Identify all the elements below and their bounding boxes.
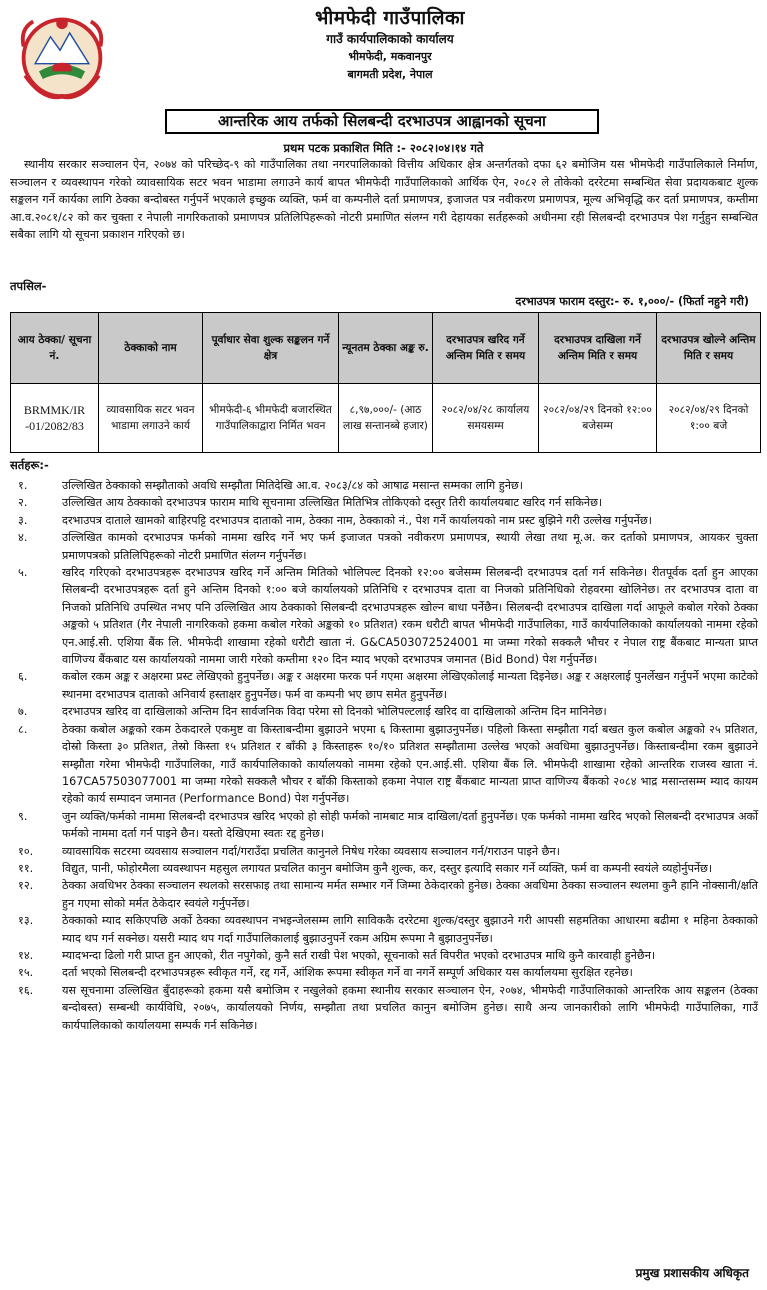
cell-contract-name: व्यावसायिक सटर भवन भाडामा लगाउने कार्य xyxy=(99,384,203,453)
cell-submission-deadline: २०८२/०४/२९ दिनको १२:०० बजेसम्म xyxy=(539,384,657,453)
term-number: ९. xyxy=(18,809,28,823)
terms-list xyxy=(10,477,758,1034)
term-text: दरभाउपत्र खरिद वा दाखिलाको अन्तिम दिन सार्वजनिक विदा परेमा सो दिनको भोलिपल्टलाई खरिद वा दाखिलाको अन्तिम दिन मानिनेछ। xyxy=(62,705,607,719)
list-item xyxy=(10,982,758,1034)
term-text: म्यादभन्दा ढिलो गरी प्राप्त हुन आएको, रीत नपुगेको, कुनै सर्त राखी पेश भएको, सूचनाको सर्त विपरीत भएको दरभाउपत्र माथि कुनै कारवाही हुनेछैन। xyxy=(62,948,656,962)
intro-paragraph: स्थानीय सरकार सञ्चालन ऐन, २०७४ को परिच्छेद-९ को गाउँपालिका तथा नगरपालिकाको वित्तीय अधिकार क्षेत्र अन्तर्गतको दफा ६२ बमोजिम यस भीमफेदी गाउँपालिकाले निर्माण, सञ्चालन र व्यवस्थापन गरेको व्यावसायिक सटर भवन भाडामा लगाउने कार्य बापत भीमफेदी गाउँपालिकाको आर्थिक ऐन, २०८२ ले तोकेको दररेटमा सम्बन्धित सेवा प्रदायकबाट शुल्क सङ्कलन गर्ने कार्यका लागि ठेक्का बन्दोबस्त गर्नुपर्ने भएकाले इच्छुक व्यक्ति, फर्म वा कम्पनीले दर्ता प्रमाणपत्र, इजाजत पत्र नवीकरण प्रमाणपत्र, मूल्य अभिवृद्धि कर दर्ता प्रमाणपत्र, कम्तीमा आ.व.२०८१/८२ को कर चुक्ता र नेपाली नागरिकताको प्रमाणपत्र प्रतिलिपिहरूको नोटरी प्रमाणित संलग्न गरी देहायका सर्तहरूको अधीनमा रही सिलबन्दी दरभाउपत्र पेश गर्नुहुन सम्बन्धित सबैका लागि यो सूचना प्रकाशन गरिएको छ। xyxy=(10,158,758,242)
term-number: ७. xyxy=(18,705,28,719)
cell-opening-date: २०८२/०४/२९ दिनको १:०० बजे xyxy=(657,384,761,453)
term-text: उल्लिखित आय ठेक्काको दरभाउपत्र फाराम माथि सूचनामा उल्लिखित मितिभित्र तोकिएको दस्तुर तिरी कार्यालयबाट खरिद गर्न सकिनेछ। xyxy=(62,496,603,510)
col-header-service-area: पूर्वाधार सेवा शुल्क सङ्कलन गर्ने क्षेत्र xyxy=(203,313,339,384)
col-header-purchase-deadline: दरभाउपत्र खरिद गर्ने अन्तिम मिति र समय xyxy=(433,313,539,384)
term-text: उल्लिखित ठेक्काको सम्झौताको अवधि सम्झौता मितिदेखि आ.व. २०८३/८४ को आषाढ मसान्त सम्मका लागि हुनेछ। xyxy=(62,479,523,492)
term-number: १६. xyxy=(18,983,34,997)
list-item xyxy=(10,477,758,494)
notice-title: आन्तरिक आय तर्फको सिलबन्दी दरभाउपत्र आह्वानको सूचना xyxy=(165,109,599,134)
term-number: ११. xyxy=(18,861,34,875)
term-text: ठेक्का कबोल अङ्कको रकम ठेकदारले एकमुष्ट वा किस्ताबन्दीमा बुझाउने भएमा ६ किस्तामा बुझाउनुपर्नेछ। पहिलो किस्ता सम्झौता गर्दा बखत कुल कबोल अङ्कको २५ प्रतिशत, दोस्रो किस्ता ३० प्रतिशत, तेस्रो किस्ता १५ प्रतिशत र बाँकी ३ किस्ताहरू १०/१० प्रतिशत सम्झौतामा उल्लेख भएको अवधिमा बुझाउनुपर्नेछ। किस्ताबन्दीमा रकम बुझाउने सम्झौता गरेमा भीमफेदी गाउँपालिका, गाउँ कार्यपालिकाको कार्यालयको नाममा रहेको एन.आई.सी. एशिया बैंक लि. भीमफेदी शाखामा रहेको आन्तरिक राजस्व खाता नं. 167CA57503077001 मा जम्मा गरेको सक्कलै भौचर र बाँकी किस्ताको हकमा नेपाल राष्ट्र बैंकबाट मान्यता प्राप्त वाणिज्य बैंकको २०८४ भाद्र मसान्तसम्म म्याद कायम रहेको कार्य सम्पादन जमानत (Performance Bond) पेश गर्नुपर्नेछ। xyxy=(62,722,758,806)
term-number: १३. xyxy=(18,914,34,928)
list-item xyxy=(10,843,758,860)
cell-minimum-amount: ८,९७,०००/- (आठ लाख सन्तानब्बे हजार) xyxy=(339,384,433,453)
list-item xyxy=(10,564,758,668)
publication-date: प्रथम पटक प्रकाशित मिति :- २०८२।०४।१४ गते xyxy=(283,141,484,155)
term-number: २. xyxy=(18,496,28,510)
term-text: कबोल रकम अङ्क र अक्षरमा प्रस्ट लेखिएको हुनुपर्नेछ। अङ्क र अक्षरमा फरक पर्न गएमा अक्षरमा लेखिएकोलाई मान्यता दिइनेछ। अङ्क र अक्षरलाई पुनर्लेखन गर्नुपर्ने भएमा काटेको स्थानमा दरभाउपत्र दाताको अनिवार्य हस्ताक्षर हुनुपर्नेछ। फर्म वा कम्पनी भए छाप समेत हुनुपर्नेछ। xyxy=(62,670,758,701)
signatory-title: प्रमुख प्रशासकीय अधिकृत xyxy=(635,1266,749,1280)
term-text: दरभाउपत्र दाताले खामको बाहिरपट्टि दरभाउपत्र दाताको नाम, ठेक्का नाम, ठेक्काको नं., पेश गर्ने कार्यालयको नाम प्रस्ट बुझिने गरी उल्लेख गर्नुपर्नेछ। xyxy=(62,513,652,527)
cell-notice-no: BRMMK/IR -01/2082/83 xyxy=(11,384,99,453)
office-name: भीमफेदी गाउँपालिका xyxy=(315,7,465,29)
term-text: उल्लिखित कामको दरभाउपत्र फर्मको नाममा खरिद गर्ने भए फर्म इजाजत पत्रको नवीकरण प्रमाणपत्र, स्थायी लेखा तथा मू.अ. कर दर्ताको प्रमाणपत्र, आयकर चुक्ता प्रमाणपत्रको प्रतिलिपिहरूको नोटरी प्रमाणित संलग्न गर्नुपर्नेछ। xyxy=(62,531,758,562)
list-item xyxy=(10,947,758,964)
bid-table xyxy=(10,312,761,453)
term-number: १. xyxy=(18,479,28,492)
details-label: तपसिल- xyxy=(10,279,47,293)
cell-purchase-deadline: २०८२/०४/२८ कार्यालय समयसम्म xyxy=(433,384,539,453)
term-number: १०. xyxy=(18,844,34,858)
office-province: बागमती प्रदेश, नेपाल xyxy=(347,68,433,81)
col-header-submission-deadline: दरभाउपत्र दाखिला गर्ने अन्तिम मिति र समय xyxy=(539,313,657,384)
term-text: खरिद गरिएको दरभाउपत्रहरू दरभाउपत्र खरिद गर्ने अन्तिम मितिको भोलिपल्ट दिनको १२:०० बजेसम्म सिलबन्दी दरभाउपत्र दर्ता गर्न सकिनेछ। रीतपूर्वक दर्ता हुन आएका सिलबन्दी दरभाउपत्रहरू दर्ता हुने अन्तिम दिनको १:०० बजे कार्यालयको प्रतिनिधि र दरभाउपत्र दाता वा निजको प्रतिनिधिको रोहवरमा खोलिनेछ। तर दरभाउपत्र दाता वा निजको प्रतिनिधि उपस्थित नभए पनि उल्लिखित आय ठेक्काको सिलबन्दी दरभाउपत्रहरू खोल्न बाधा पर्नेछैन। सिलबन्दी दरभाउपत्र दाखिला गर्दा आफूले कबोल गरेको ठेक्का अङ्कको ५ प्रतिशत (गैर नेपाली नागरिकको हकमा कबोल गरेको अङ्कको १० प्रतिशत) रकम धरौटी बापत भीमफेदी गाउँपालिका, गाउँ कार्यपालिकाको कार्यालयको नाममा रहेको एन.आई.सी. एशिया बैंक लि. भीमफेदी शाखामा रहेको धरौटी खाता नं. G&CA503072524001 मा जम्मा गरेको सक्कलै भौचर र नेपाल राष्ट्र बैंकबाट मान्यता प्राप्त वाणिज्य बैंकबाट यस कार्यालयको नाममा जारी गरेको कम्तीमा १२० दिन म्याद भएको दरभाउपत्र जमानत (Bid Bond) पेश गर्नुपर्नेछ। xyxy=(62,566,758,667)
term-number: ८. xyxy=(18,722,28,736)
list-item xyxy=(10,703,758,720)
term-text: जुन व्यक्ति/फर्मको नाममा सिलबन्दी दरभाउपत्र खरिद भएको हो सोही फर्मको नामबाट मात्र दाखिला/दर्ता हुनुपर्नेछ। एक फर्मको नाममा खरिद भएको सिलबन्दी दरभाउपत्र अर्को फर्मको नाममा दर्ता गर्न पाइने छैन। यस्तो देखिएमा स्वतः रद्द हुनेछ। xyxy=(62,809,758,841)
nepal-emblem-icon xyxy=(14,8,110,104)
list-item xyxy=(10,964,758,981)
term-text: यस सूचनामा उल्लिखित बुँदाहरूको हकमा यसै बमोजिम र नखुलेको हकमा स्थानीय सरकार सञ्चालन ऐन, २०७४, भीमफेदी गाउँपालिकाको आन्तरिक आय सङ्कलन (ठेक्का बन्दोबस्त) सम्बन्धी कार्यविधि, २०७५, कार्यालयको निर्णय, सम्झौता तथा प्रचलित कानुन बमोजिम हुनेछ। साथै अन्य जानकारीको लागि भीमफेदी गाउँपालिका, गाउँ कार्यपालिकाको कार्यालयमा सम्पर्क गर्न सकिनेछ। xyxy=(62,983,758,1032)
office-header xyxy=(180,4,600,84)
term-text: व्यावसायिक सटरमा व्यवसाय सञ्चालन गर्दा/गराउँदा प्रचलित कानुनले निषेध गरेका व्यवसाय सञ्चालन गर्न/गराउन पाइने छैन। xyxy=(62,844,560,858)
list-item xyxy=(10,912,758,947)
form-fee: दरभाउपत्र फाराम दस्तुर:- रु. १,०००/- (फिर्ता नहुने गरी) xyxy=(515,295,749,308)
list-item xyxy=(10,877,758,912)
term-number: ५. xyxy=(18,566,28,580)
term-number: ६. xyxy=(18,670,28,684)
list-item xyxy=(10,529,758,564)
list-item xyxy=(10,860,758,877)
term-number: १५. xyxy=(18,966,34,980)
table-row xyxy=(11,384,761,453)
term-number: ३. xyxy=(18,513,28,527)
list-item xyxy=(10,721,758,808)
term-number: ४. xyxy=(18,531,28,545)
office-subtitle: गाउँ कार्यपालिकाको कार्यालय xyxy=(326,32,454,46)
office-location: भीमफेदी, मकवानपुर xyxy=(348,50,432,63)
term-text: दर्ता भएको सिलबन्दी दरभाउपत्रहरू स्वीकृत गर्ने, रद्द गर्ने, आंशिक रूपमा स्वीकृत गर्ने वा नगर्ने सम्पूर्ण अधिकार यस कार्यालयमा सुरक्षित रहनेछ। xyxy=(62,966,633,980)
col-header-opening-date: दरभाउपत्र खोल्ने अन्तिम मिति र समय xyxy=(657,313,761,384)
table-header-row xyxy=(11,313,761,384)
term-text: ठेक्काको म्याद सकिएपछि अर्को ठेक्का व्यवस्थापन नभइन्जेलसम्म लागि साविककै दररेटमा शुल्क/दस्तुर बुझाउने गरी आपसी सहमतिका आधारमा बढीमा १ महिना ठेक्काको म्याद थप गर्न सक्नेछ। यसरी म्याद थप गर्दा गाउँपालिकालाई बुझाउनुपर्ने रकम अग्रिम रूपमा नै बुझाउनुपर्नेछ। xyxy=(62,914,758,945)
list-item xyxy=(10,668,758,703)
term-number: १२. xyxy=(18,879,34,893)
list-item xyxy=(10,494,758,511)
term-text: विद्युत, पानी, फोहोरमैला व्यवस्थापन महसुल लगायत प्रचलित कानुन बमोजिम कुनै शुल्क, कर, दस्तुर इत्यादि सकार गर्ने व्यक्ति, फर्म वा कम्पनी स्वयंले व्यहोर्नुपर्नेछ। xyxy=(62,861,713,875)
list-item xyxy=(10,512,758,529)
term-number: १४. xyxy=(18,948,34,962)
col-header-minimum-amount: न्यूनतम ठेक्का अङ्क रु. xyxy=(339,313,433,384)
col-header-notice-no: आय ठेक्का/ सूचना नं. xyxy=(11,313,99,384)
cell-service-area: भीमफेदी-६ भीमफेदी बजारस्थित गाउँपालिकाद्वारा निर्मित भवन xyxy=(203,384,339,453)
list-item xyxy=(10,808,758,843)
term-text: ठेक्का अवधिभर ठेक्का सञ्चालन स्थलको सरसफाइ तथा सामान्य मर्मत सम्भार गर्ने जिम्मा ठेकेदारको हुनेछ। ठेक्का अवधिमा ठेक्का सञ्चालन स्थलमा कुनै हानि नोक्सानी/क्षति हुन गएमा सोको मर्मत ठेकेदार स्वयंले गर्नुपर्नेछ। xyxy=(62,879,758,910)
col-header-contract-name: ठेक्काको नाम xyxy=(99,313,203,384)
terms-label: सर्तहरू:- xyxy=(10,458,49,472)
